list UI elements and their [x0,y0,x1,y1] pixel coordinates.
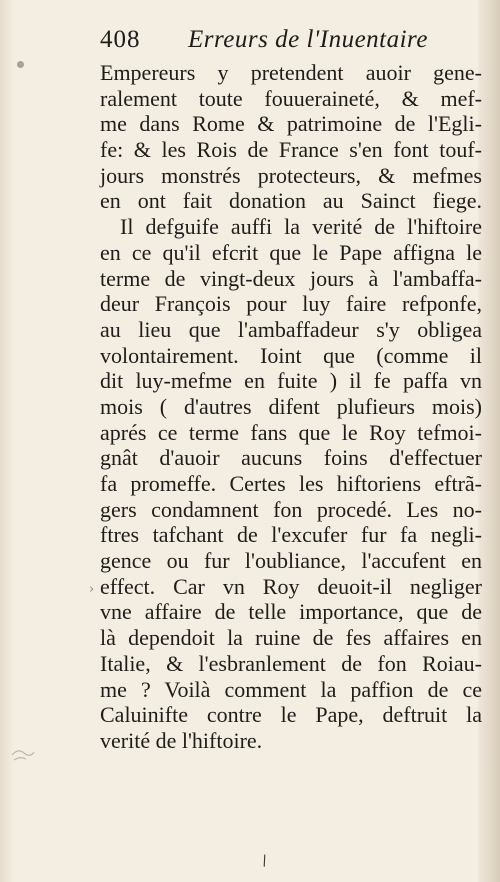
text-line: gers condamnent fon procedé. Les no- [100,496,482,522]
running-title: Erreurs de l'Inuentaire [188,26,428,53]
margin-tick-mark: › [89,582,95,597]
text-line: Empereurs y pretendent auoir gene- [100,60,482,85]
text-line: gnât d'auoir aucuns foins d'effectuer [100,445,482,471]
text-line: verité de l'hiftoire. [100,727,263,753]
text-line: en ce qu'il efcrit que le Pape affigna le [100,239,482,265]
text-line: me dans Rome & patrimoine de l'Egli- [100,111,482,137]
ink-smudge [10,746,36,764]
bottom-ink-mark: \ [259,852,270,870]
text-line: dit luy-mefme en fuite ) il fe paffa vn [100,368,482,394]
text-line: ftres tafchant de l'excufer fur fa negli- [100,522,482,548]
text-line: vne affaire de telle importance, que de [100,599,482,625]
text-line: Caluinifte contre le Pape, deftruit la [100,702,482,728]
text-line: me ? Voilà comment la paffion de ce [100,676,482,702]
text-line: ralement toute fouueraineté, & mef- [100,85,482,111]
body-text [100,60,482,754]
text-line: fa promeffe. Certes les hiftoriens eftrã- [100,471,482,496]
text-line: là dependoit la ruine de fes affaires en [100,625,482,651]
text-line: aprés ce terme fans que le Roy tefmoi- [100,419,482,445]
text-line: volontairement. Ioint que (comme il [100,342,482,368]
text-line: jours monstrés protecteurs, & mefmes [100,162,482,188]
text-line: deur François pour luy faire refponfe, [100,291,482,317]
text-line: Italie, & l'esbranlement de fon Roiau- [100,650,482,676]
text-line: mois ( d'autres difent plufieurs mois) [100,393,482,419]
text-line: effect. Car vn Roy deuoit-il negliger [100,573,482,599]
text-line: en ont fait donation au Sainct fiege. [100,188,482,214]
ink-dot [17,61,24,68]
page-number: 408 [100,26,141,53]
text-line: terme de vingt-deux jours à l'ambaffa- [100,265,482,291]
text-line: au lieu que l'ambaffadeur s'y obligea [100,316,482,342]
text-line: fe: & les Rois de France s'en font touf- [100,137,482,163]
text-line: gence ou fur l'oubliance, l'accufent en [100,548,482,574]
text-line: Il defguife auffi la verité de l'hiftoire [120,214,482,240]
